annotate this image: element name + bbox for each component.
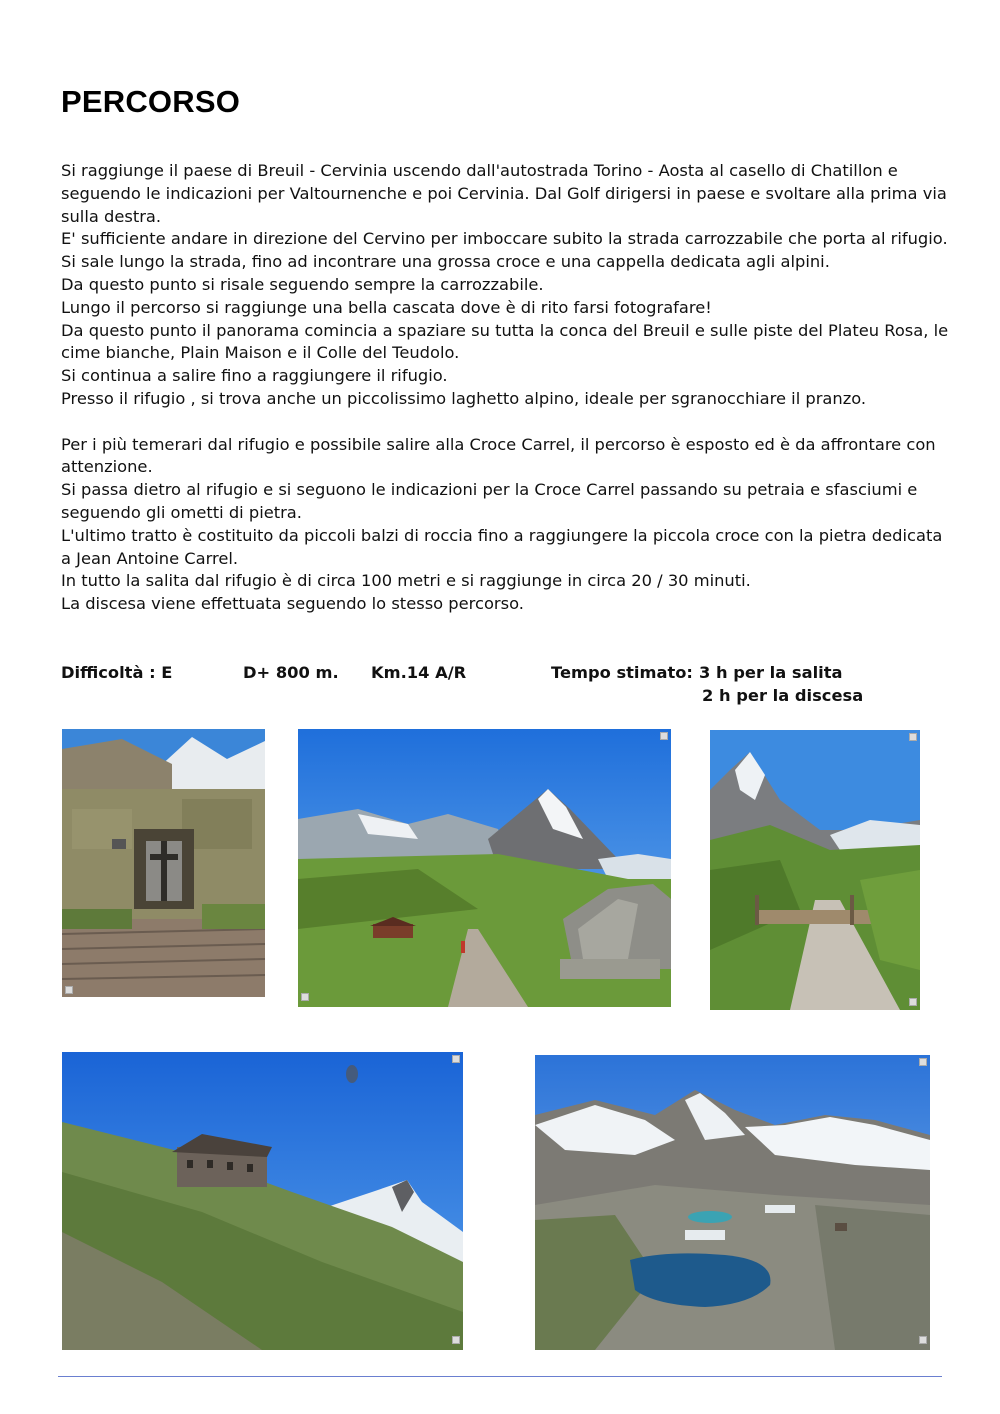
paragraph: E' sufficiente andare in direzione del Cervino per imboccare subito la strada carrozzabile che porta al rifugio. bbox=[61, 229, 948, 249]
photo-refuge-slope-image bbox=[62, 1052, 463, 1350]
difficulty: Difficoltà : E bbox=[61, 663, 173, 682]
photo-chapel-cross bbox=[62, 729, 265, 997]
paragraph: Da questo punto il panorama comincia a spaziare su tutta la conca del Breuil e sulle piste del Plateu Rosa, le cime bianche, Plain Maison e il Colle del Teudolo. bbox=[61, 320, 949, 363]
photo-bridge-path bbox=[710, 730, 920, 1010]
paragraph: Lungo il percorso si raggiunge una bella cascata dove è di rito farsi fotografare! bbox=[61, 297, 712, 317]
photo-bridge-path-image bbox=[710, 730, 920, 1010]
image-corner-marker bbox=[909, 998, 917, 1006]
photo-chapel-cross-image bbox=[62, 729, 265, 997]
paragraph: Si continua a salire fino a raggiungere il rifugio. bbox=[61, 366, 448, 386]
paragraph: L'ultimo tratto è costituito da piccoli balzi di roccia fino a raggiungere la piccola croce con la pietra dedicata a Jean Antoine Carrel. bbox=[61, 525, 943, 568]
route-description bbox=[61, 160, 951, 616]
paragraph: Presso il rifugio , si trova anche un piccolissimo laghetto alpino, ideale per sgranocchiare il pranzo. bbox=[61, 388, 867, 408]
time-label: Tempo stimato: bbox=[551, 663, 693, 682]
image-corner-marker bbox=[919, 1058, 927, 1066]
paragraph: Si sale lungo la strada, fino ad incontrare una grossa croce e una cappella dedicata agli alpini. bbox=[61, 252, 830, 272]
elevation-gain: D+ 800 m. bbox=[243, 663, 339, 682]
paragraph: In tutto la salita dal rifugio è di circa 100 metri e si raggiunge in circa 20 / 30 minuti. bbox=[61, 571, 751, 591]
paragraph: Per i più temerari dal rifugio e possibile salire alla Croce Carrel, il percorso è esposto ed è da affrontare con attenzione. bbox=[61, 434, 936, 477]
image-corner-marker bbox=[452, 1336, 460, 1344]
distance: Km.14 A/R bbox=[371, 663, 467, 682]
photo-cervino-valley-image bbox=[298, 729, 671, 1007]
time-ascent: 3 h per la salita bbox=[699, 663, 843, 682]
photo-alpine-lake-image bbox=[535, 1055, 930, 1350]
image-corner-marker bbox=[660, 732, 668, 740]
footer-rule bbox=[58, 1376, 942, 1377]
photo-alpine-lake bbox=[535, 1055, 930, 1350]
image-corner-marker bbox=[65, 986, 73, 994]
image-corner-marker bbox=[301, 993, 309, 1001]
image-corner-marker bbox=[452, 1055, 460, 1063]
paragraph: Si raggiunge il paese di Breuil - Cervinia uscendo dall'autostrada Torino - Aosta al casello di Chatillon e seguendo le indicazioni per Valtournenche e poi Cervinia. Dal Golf dirigersi in paese e svoltare alla prima via sulla destra. bbox=[61, 161, 947, 226]
time-descent: 2 h per la discesa bbox=[702, 686, 864, 705]
route-stats bbox=[61, 663, 961, 709]
paragraph-gap bbox=[61, 411, 951, 434]
paragraph: La discesa viene effettuata seguendo lo stesso percorso. bbox=[61, 594, 524, 614]
paragraph: Da questo punto si risale seguendo sempre la carrozzabile. bbox=[61, 274, 544, 294]
paragraph: Si passa dietro al rifugio e si seguono le indicazioni per la Croce Carrel passando su petraia e sfasciumi e seguendo gli ometti di pietra. bbox=[61, 480, 918, 522]
image-corner-marker bbox=[909, 733, 917, 741]
image-corner-marker bbox=[919, 1336, 927, 1344]
photo-refuge-slope bbox=[62, 1052, 463, 1350]
photo-cervino-valley bbox=[298, 729, 671, 1007]
page-title: PERCORSO bbox=[61, 84, 241, 119]
